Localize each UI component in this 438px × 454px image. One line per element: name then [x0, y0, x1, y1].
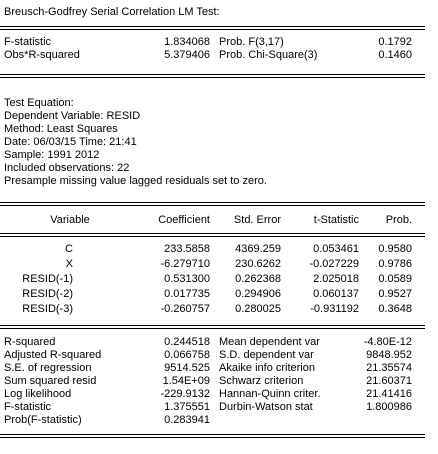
col-header-prob: Prob. — [385, 214, 412, 226]
table-row — [0, 258, 430, 271]
bottom-rule — [0, 434, 425, 438]
std-error-value: 230.6262 — [235, 258, 281, 270]
test-stat-label: F-statistic — [4, 36, 52, 48]
summary-value-right: -4.80E-12 — [363, 336, 412, 348]
variable-name: C — [65, 243, 73, 255]
summary-label: Log likelihood — [4, 388, 72, 400]
test-stat-value: 1.834068 — [164, 36, 210, 48]
table-row — [0, 243, 430, 256]
table-row — [0, 303, 430, 316]
info-line: Method: Least Squares — [4, 123, 118, 135]
top-rule — [0, 26, 425, 30]
coefficient-value: -0.260757 — [160, 303, 210, 315]
summary-value-right: 1.800986 — [366, 401, 412, 413]
summary-value: 0.244518 — [164, 336, 210, 348]
summary-label: Sum squared resid — [4, 375, 97, 387]
summary-value-right: 21.35574 — [366, 362, 412, 374]
info-line: Included observations: 22 — [4, 162, 130, 174]
std-error-value: 0.294906 — [235, 288, 281, 300]
col-header-std-error: Std. Error — [233, 214, 281, 226]
summary-value-right: 21.60371 — [366, 375, 412, 387]
table-bottom-rule — [0, 325, 425, 329]
summary-row — [0, 375, 430, 388]
test-stat-value: 5.379406 — [164, 49, 210, 61]
t-statistic-value: 0.053461 — [313, 243, 359, 255]
summary-value: 1.375551 — [164, 401, 210, 413]
test-prob-label: Prob. Chi-Square(3) — [219, 49, 318, 61]
summary-value: 1.54E+09 — [162, 375, 210, 387]
section-rule — [0, 74, 425, 78]
info-line: Presample missing value lagged residuals set to zero. — [4, 175, 267, 187]
t-statistic-value: -0.931192 — [310, 303, 359, 315]
table-row — [0, 273, 430, 286]
table-top-rule — [0, 202, 425, 206]
summary-row — [0, 336, 430, 349]
test-stat-row — [0, 49, 430, 62]
info-line: Date: 06/03/15 Time: 21:41 — [4, 136, 137, 148]
summary-label: F-statistic — [4, 401, 52, 413]
summary-label-right: Schwarz criterion — [219, 375, 304, 387]
table-row — [0, 288, 430, 301]
summary-label-right: Durbin-Watson stat — [219, 401, 313, 413]
summary-value-right: 21.41416 — [366, 388, 412, 400]
summary-label: S.E. of regression — [4, 362, 92, 374]
summary-label-right: S.D. dependent var — [219, 349, 314, 361]
variable-name: X — [65, 258, 73, 270]
test-prob-label: Prob. F(3,17) — [219, 36, 284, 48]
variable-name: RESID(-3) — [22, 303, 73, 315]
info-line: Dependent Variable: RESID — [4, 110, 141, 122]
summary-label-right: Mean dependent var — [219, 336, 320, 348]
info-line: Test Equation: — [4, 97, 74, 109]
coefficient-value: 0.017735 — [164, 288, 210, 300]
test-stat-row — [0, 36, 430, 49]
coefficient-value: -6.279710 — [160, 258, 210, 270]
t-statistic-value: 2.025018 — [313, 273, 359, 285]
col-header-coefficient: Coefficient — [158, 214, 210, 226]
test-stat-label: Obs*R-squared — [4, 49, 80, 61]
prob-value: 0.9786 — [378, 258, 412, 270]
variable-name: RESID(-2) — [22, 288, 73, 300]
summary-value: 0.066758 — [164, 349, 210, 361]
summary-row — [0, 349, 430, 362]
summary-value-right: 9848.952 — [366, 349, 412, 361]
summary-label: R-squared — [4, 336, 56, 348]
summary-value: 9514.525 — [164, 362, 210, 374]
coef-table-header — [0, 214, 430, 227]
summary-row — [0, 362, 430, 375]
prob-value: 0.9580 — [378, 243, 412, 255]
test-prob-value: 0.1460 — [378, 49, 412, 61]
col-header-variable: Variable — [50, 214, 90, 226]
coefficient-value: 233.5858 — [164, 243, 210, 255]
summary-label: Prob(F-statistic) — [4, 414, 82, 426]
summary-value: 0.283941 — [164, 414, 210, 426]
summary-row — [0, 414, 430, 427]
col-header-t-statistic: t-Statistic — [313, 214, 359, 226]
summary-label-right: Akaike info criterion — [219, 362, 315, 374]
coefficient-value: 0.531300 — [164, 273, 210, 285]
info-line: Sample: 1991 2012 — [4, 149, 100, 161]
summary-value: -229.9132 — [160, 388, 210, 400]
prob-value: 0.3648 — [378, 303, 412, 315]
std-error-value: 0.262368 — [235, 273, 281, 285]
prob-value: 0.0589 — [378, 273, 412, 285]
prob-value: 0.9527 — [378, 288, 412, 300]
summary-label: Adjusted R-squared — [4, 349, 102, 361]
variable-name: RESID(-1) — [22, 273, 73, 285]
std-error-value: 0.280025 — [235, 303, 281, 315]
header-rule — [0, 233, 425, 237]
summary-row — [0, 388, 430, 401]
test-title: Breusch-Godfrey Serial Correlation LM Test: — [4, 6, 220, 18]
t-statistic-value: 0.060137 — [313, 288, 359, 300]
test-prob-value: 0.1792 — [378, 36, 412, 48]
summary-label-right: Hannan-Quinn criter. — [219, 388, 321, 400]
summary-row — [0, 401, 430, 414]
std-error-value: 4369.259 — [235, 243, 281, 255]
t-statistic-value: -0.027229 — [309, 258, 359, 270]
